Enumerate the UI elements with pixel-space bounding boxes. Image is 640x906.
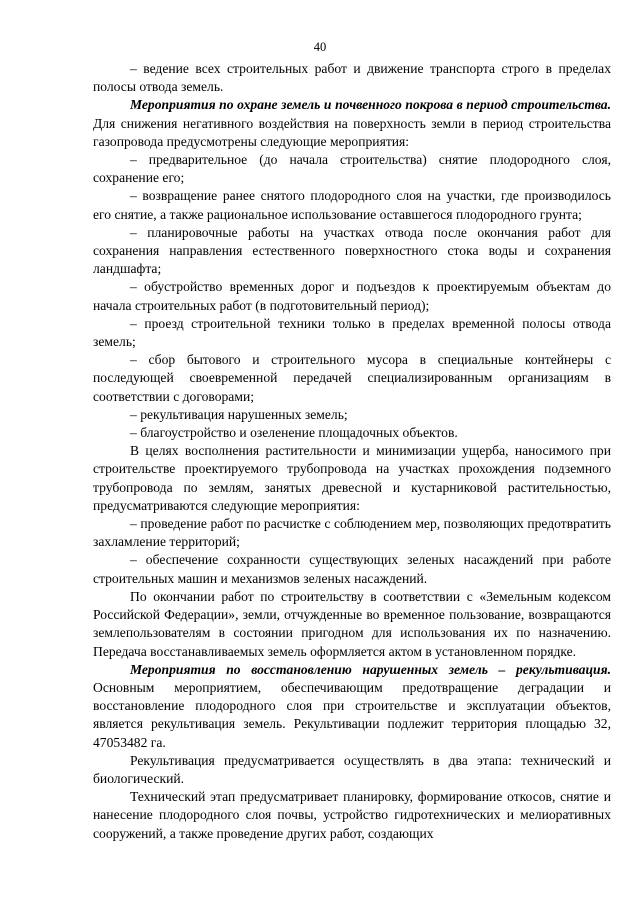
- paragraph-text: По окончании работ по строительству в соответствии с «Земельным кодексом Российской Федерации», земли, отчужденные во временное пользование, возвращаются землепользователям в состоянии пригодном для использования их по назначению. Передача восстанавливаемых земель оформляется актом в установленном порядке.: [93, 588, 611, 659]
- document-body: [93, 60, 611, 843]
- list-item-text: – благоустройство и озеленение площадочных объектов.: [130, 425, 458, 441]
- list-item: [93, 406, 611, 424]
- list-item: [93, 351, 611, 406]
- list-item-text: – проведение работ по расчистке с соблюдением мер, позволяющих предотвратить захламление территорий;: [93, 516, 611, 550]
- paragraph-text: Рекультивация предусматривается осуществлять в два этапа: технический и биологический.: [93, 752, 611, 786]
- list-item: [93, 515, 611, 551]
- list-item-text: – обустройство временных дорог и подъездов к проектируемым объектам до начала строительных работ (в подготовительный период);: [93, 279, 611, 313]
- paragraph-heading: Мероприятия по восстановлению нарушенных земель – рекультивация.: [130, 661, 611, 677]
- list-item: [93, 424, 611, 442]
- paragraph-text: Технический этап предусматривает планировку, формирование откосов, снятие и нанесение плодородного слоя почвы, устройство гидротехнических и мелиоративных сооружений, а также проведение других работ, создающих: [93, 789, 611, 841]
- list-item: [93, 60, 611, 96]
- paragraph: [93, 661, 611, 752]
- paragraph-text: Основным мероприятием, обеспечивающим предотвращение деградации и восстановление плодородного слоя при строительстве и эксплуатации объектов, является рекультивация земель. Рекультивации подлежит территория площадью 32, 47053482 га.: [93, 679, 611, 750]
- page-number: 40: [313, 40, 327, 54]
- list-item: [93, 187, 611, 223]
- paragraph: [93, 788, 611, 843]
- list-item: [93, 151, 611, 187]
- list-item-text: – предварительное (до начала строительства) снятие плодородного слоя, сохранение его;: [93, 152, 611, 186]
- paragraph-text: В целях восполнения растительности и минимизации ущерба, наносимого при строительстве проектируемого трубопровода на участках прохождения подземного трубопровода по землям, занятых древесной и кустарниковой растительностью, предусматриваются следующие мероприятия:: [93, 443, 611, 513]
- list-item-text: – обеспечение сохранности существующих зеленых насаждений при работе строительных машин и механизмов зеленых насаждений.: [93, 552, 611, 586]
- list-item: [93, 551, 611, 587]
- paragraph: [93, 96, 611, 151]
- paragraph-text: Для снижения негативного воздействия на поверхность земли в период строительства газопровода предусмотрены следующие мероприятия:: [93, 115, 611, 149]
- paragraph: [93, 442, 611, 515]
- paragraph-heading: Мероприятия по охране земель и почвенного покрова в период строительства.: [130, 97, 611, 113]
- list-item-text: – ведение всех строительных работ и движение транспорта строго в пределах полосы отвода земель.: [93, 61, 611, 95]
- list-item-text: – проезд строительной техники только в пределах временной полосы отвода земель;: [93, 315, 611, 350]
- list-item: [93, 315, 611, 351]
- list-item: [93, 278, 611, 314]
- list-item-text: – рекультивация нарушенных земель;: [130, 406, 348, 422]
- list-item-text: – сбор бытового и строительного мусора в специальные контейнеры с последующей своевременной передачей специализированным организациям в соответствии с договорами;: [93, 352, 611, 404]
- paragraph: [93, 752, 611, 788]
- list-item: [93, 224, 611, 279]
- list-item-text: – возвращение ранее снятого плодородного слоя на участки, где производилось его снятие, а также рациональное использование оставшегося плодородного грунта;: [93, 188, 611, 222]
- list-item-text: – планировочные работы на участках отвода после окончания работ для сохранения направления естественного поверхностного стока воды и сохранения ландшафта;: [93, 224, 611, 277]
- paragraph: [93, 588, 611, 661]
